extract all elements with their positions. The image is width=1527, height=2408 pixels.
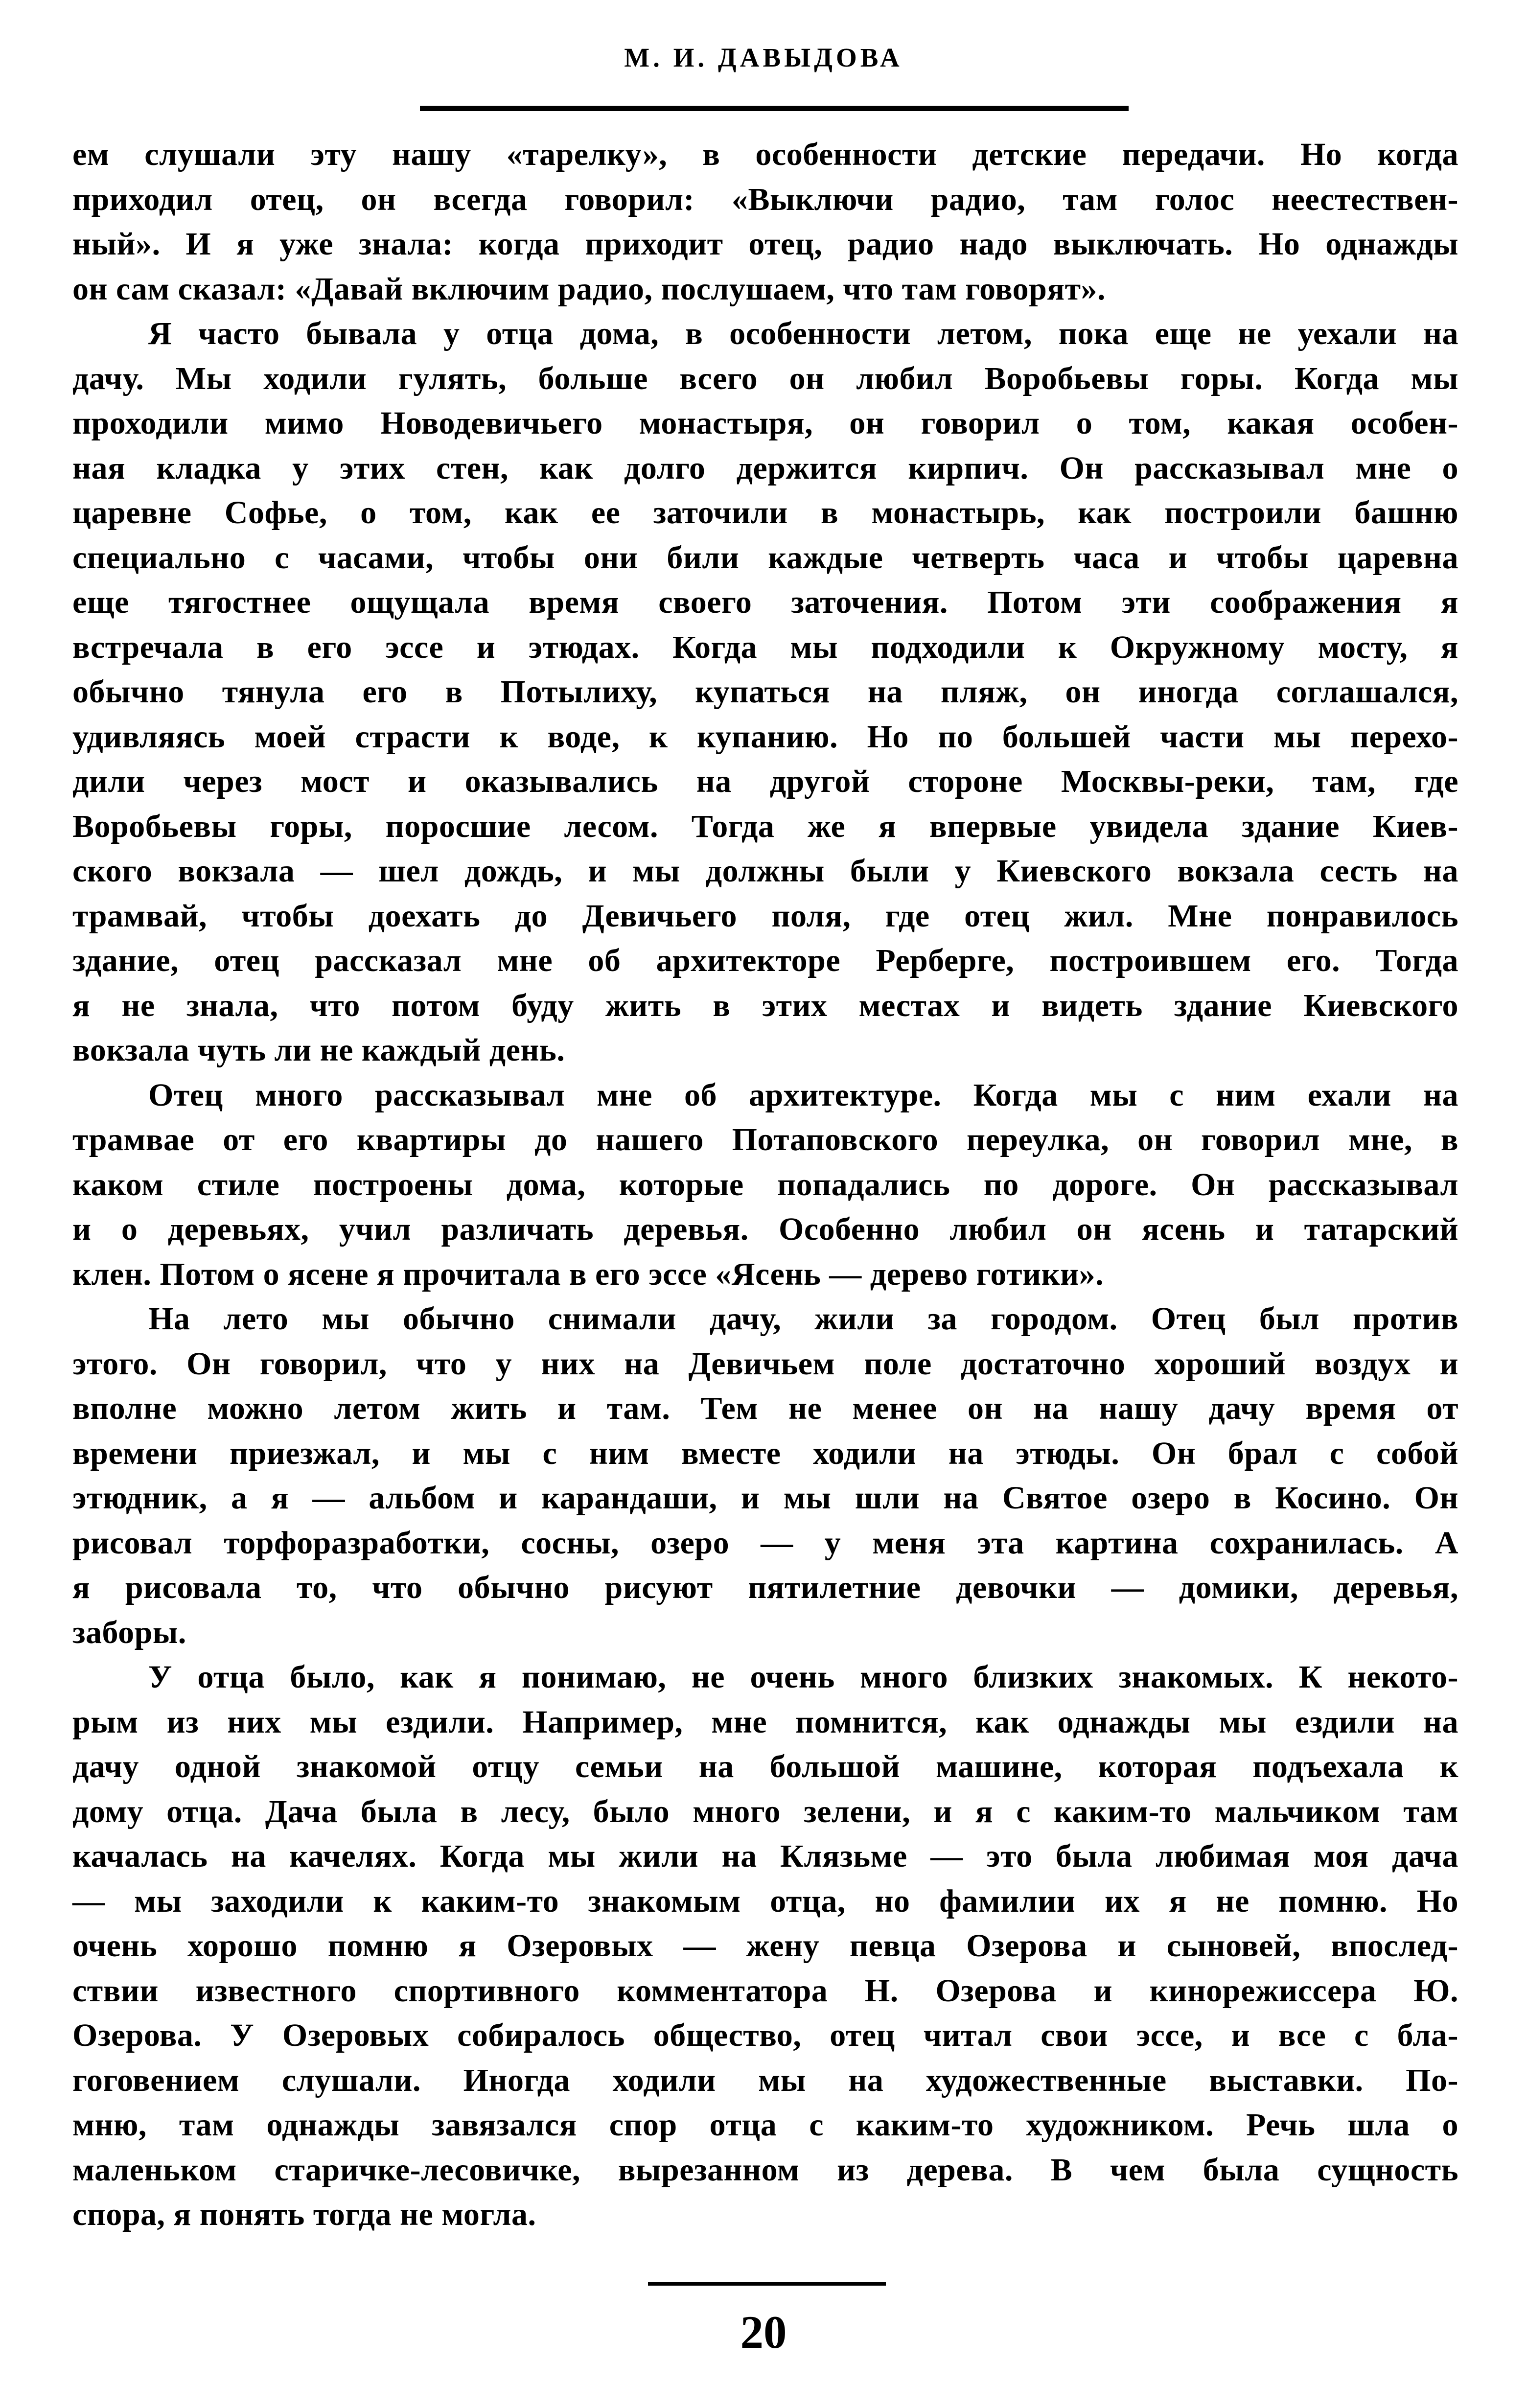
text-line: Я часто бывала у отца дома, в особенности летом, пока еще не уехали на	[148, 316, 1458, 351]
text-line: я не знала, что потом буду жить в этих местах и видеть здание Киевского	[72, 987, 1458, 1023]
text-line: спора, я понять тогда не могла.	[72, 2197, 536, 2232]
text-line: он сам сказал: «Давай включим радио, послушаем, что там говорят».	[72, 271, 1106, 307]
text-line: ского вокзала — шел дождь, и мы должны были у Киевского вокзала сесть на	[72, 853, 1458, 889]
footer-rule	[648, 2282, 886, 2286]
text-line: На лето мы обычно снимали дачу, жили за городом. Отец был против	[148, 1301, 1458, 1337]
text-line: трамвай, чтобы доехать до Девичьего поля, где отец жил. Мне понравилось	[72, 898, 1458, 934]
text-line: качалась на качелях. Когда мы жили на Клязьме — это была любимая моя дача	[72, 1838, 1458, 1874]
text-line: обычно тянула его в Потылиху, купаться на пляж, он иногда соглашался,	[72, 674, 1458, 710]
text-line: — мы заходили к каким-то знакомым отца, но фамилии их я не помню. Но	[72, 1883, 1458, 1919]
text-line: У отца было, как я понимаю, не очень много близких знакомых. К некото-	[148, 1659, 1458, 1695]
text-line: ствии известного спортивного комментатора Н. Озерова и кинорежиссера Ю.	[72, 1972, 1458, 2009]
text-line: этого. Он говорил, что у них на Девичьем поле достаточно хороший воздух и	[72, 1345, 1458, 1382]
body-text	[72, 132, 1458, 2237]
text-line: приходил отец, он всегда говорил: «Выключи радио, там голос неестествен-	[72, 181, 1458, 217]
page-number: 20	[740, 2306, 787, 2358]
text-line: проходили мимо Новодевичьего монастыря, он говорил о том, какая особен-	[72, 405, 1458, 441]
text-line: вокзала чуть ли не каждый день.	[72, 1032, 565, 1068]
text-line: дили через мост и оказывались на другой стороне Москвы-реки, там, где	[72, 764, 1458, 799]
text-line: заборы.	[72, 1614, 186, 1650]
text-line: ная кладка у этих стен, как долго держится кирпич. Он рассказывал мне о	[72, 450, 1458, 486]
text-line: очень хорошо помню я Озеровых — жену певца Озерова и сыновей, впослед-	[72, 1928, 1458, 1964]
text-line: каком стиле построены дома, которые попадались по дороге. Он рассказывал	[72, 1166, 1458, 1203]
text-line: маленьком старичке-лесовичке, вырезанном из дерева. В чем была сущность	[72, 2152, 1458, 2188]
text-line: мню, там однажды завязался спор отца с каким-то художником. Речь шла о	[72, 2107, 1458, 2143]
text-line: и о деревьях, учил различать деревья. Особенно любил он ясень и татарский	[72, 1211, 1458, 1247]
text-line: удивляясь моей страсти к воде, к купанию. Но по большей части мы перехо-	[72, 718, 1458, 755]
text-line: этюдник, а я — альбом и карандаши, и мы шли на Святое озеро в Косино. Он	[72, 1480, 1458, 1516]
text-line: дому отца. Дача была в лесу, было много зелени, и я с каким-то мальчиком там	[72, 1793, 1458, 1829]
text-line: здание, отец рассказал мне об архитекторе Рерберге, построившем его. Тогда	[72, 943, 1458, 978]
text-line: Воробьевы горы, поросшие лесом. Тогда же я впервые увидела здание Киев-	[72, 808, 1458, 844]
text-line: трамвае от его квартиры до нашего Потаповского переулка, он говорил мне, в	[72, 1122, 1458, 1158]
text-line: Озерова. У Озеровых собиралось общество, отец читал свои эссе, и все с бла-	[72, 2017, 1458, 2053]
text-line: рисовал торфоразработки, сосны, озеро — у меня эта картина сохранилась. А	[72, 1525, 1458, 1561]
text-line: клен. Потом о ясене я прочитала в его эссе «Ясень — дерево готики».	[72, 1256, 1104, 1292]
header-rule	[420, 106, 1129, 111]
text-line: дачу. Мы ходили гулять, больше всего он любил Воробьевы горы. Когда мы	[72, 360, 1458, 396]
text-line: ный». И я уже знала: когда приходит отец, радио надо выключать. Но однажды	[72, 226, 1458, 262]
text-line: еще тягостнее ощущала время своего заточения. Потом эти соображения я	[72, 584, 1458, 620]
text-line: дачу одной знакомой отцу семьи на большой машине, которая подъехала к	[72, 1749, 1458, 1784]
text-line: специально с часами, чтобы они били каждые четверть часа и чтобы царевна	[72, 539, 1458, 576]
text-line: рым из них мы ездили. Например, мне помнится, как однажды мы ездили на	[72, 1704, 1458, 1740]
text-line: Отец много рассказывал мне об архитектуре. Когда мы с ним ехали на	[148, 1077, 1458, 1113]
text-line: царевне Софье, о том, как ее заточили в монастырь, как построили башню	[72, 495, 1458, 531]
text-line: времени приезжал, и мы с ним вместе ходили на этюды. Он брал с собой	[72, 1435, 1458, 1471]
text-line: ем слушали эту нашу «тарелку», в особенности детские передачи. Но когда	[72, 137, 1458, 172]
text-line: я рисовала то, что обычно рисуют пятилетние девочки — домики, деревья,	[72, 1570, 1458, 1605]
text-line: вполне можно летом жить и там. Тем не менее он на нашу дачу время от	[72, 1390, 1458, 1426]
running-head-author: М. И. ДАВЫДОВА	[624, 43, 903, 72]
text-line: гоговением слушали. Иногда ходили мы на художественные выставки. По-	[72, 2062, 1458, 2098]
text-line: встречала в его эссе и этюдах. Когда мы подходили к Окружному мосту, я	[72, 629, 1458, 665]
